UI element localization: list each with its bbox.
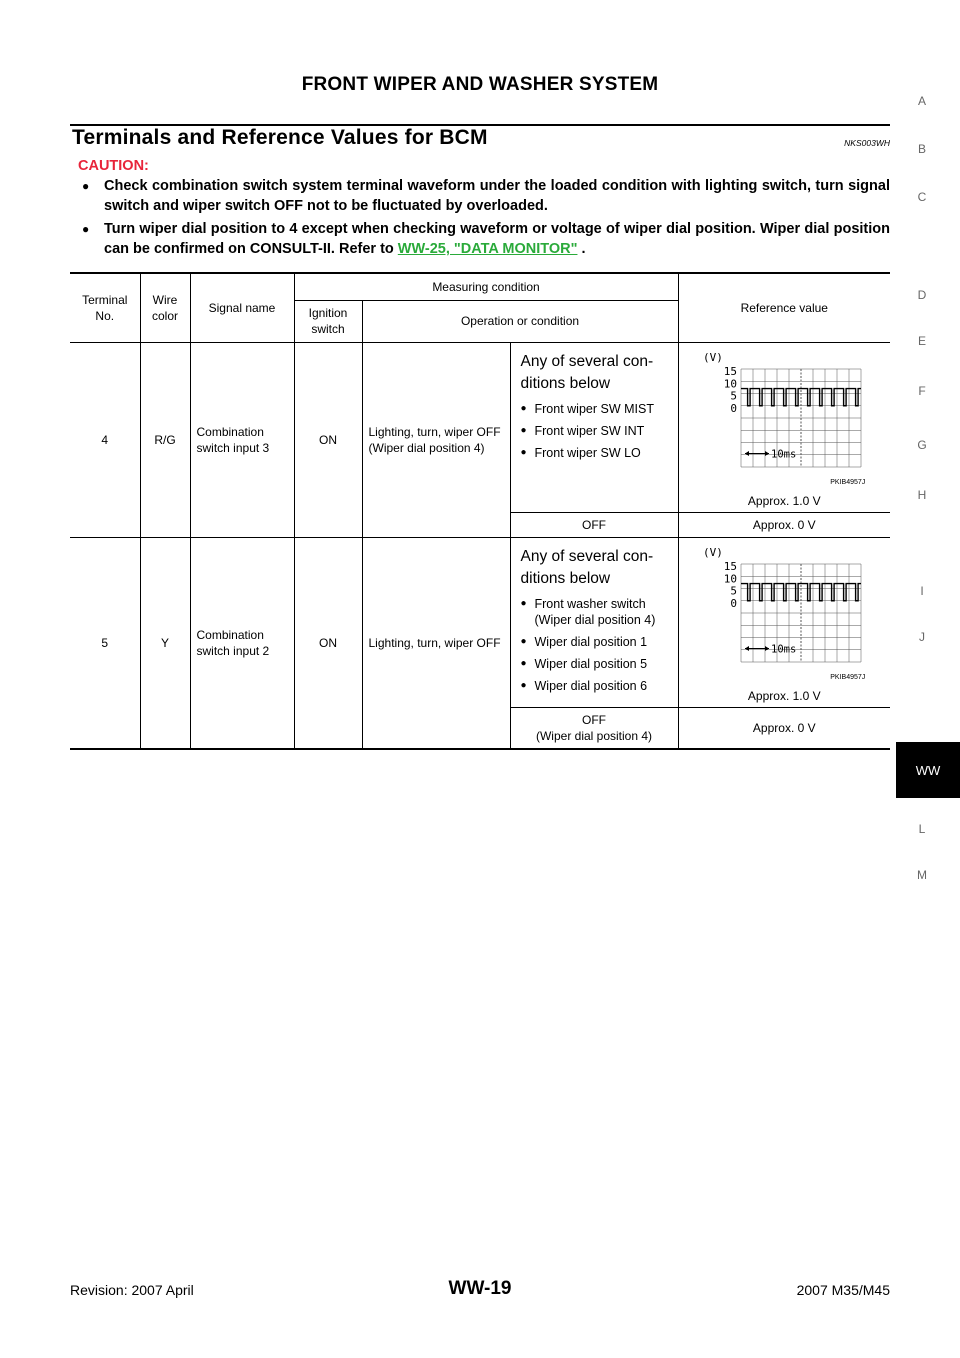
list-item: ● Front washer switch (Wiper dial position 4): [520, 596, 656, 627]
header-operation: Operation or condition: [362, 300, 678, 342]
cell-sub-condition: [510, 342, 678, 512]
data-monitor-link[interactable]: WW-25, "DATA MONITOR": [397, 241, 578, 257]
cell-signal: Combination switch input 3: [190, 342, 294, 537]
bullet-icon: ●: [82, 179, 90, 193]
bcm-terminal-table: [70, 272, 890, 750]
figure-code: PKIB4957J: [830, 673, 866, 681]
side-tab[interactable]: G: [917, 438, 927, 452]
figure-code: PKIB4957J: [830, 478, 866, 486]
bullet-icon: ●: [520, 446, 527, 458]
header-measuring-condition: Measuring condition: [294, 273, 678, 300]
bullet-icon: ●: [520, 597, 527, 609]
waveform-figure: [699, 542, 869, 685]
bullet-icon: ●: [82, 222, 90, 236]
y-tick-label: 5: [730, 389, 738, 402]
page-number: WW-19: [448, 1278, 512, 1299]
footer-revision: Revision: 2007 April: [70, 1282, 194, 1298]
header-terminal-no: Terminal No.: [70, 273, 140, 342]
caution-label: CAUTION:: [78, 158, 149, 174]
list-item: ● Wiper dial position 6: [520, 678, 648, 693]
bullet-icon: ●: [520, 635, 527, 647]
y-tick-label: 5: [730, 584, 738, 597]
list-item: ● Wiper dial position 5: [520, 656, 648, 671]
header-signal-name: Signal name: [190, 273, 294, 342]
cell-wire: Y: [140, 537, 190, 749]
side-tab[interactable]: L: [918, 822, 926, 836]
list-item: ● Front wiper SW INT: [520, 423, 645, 438]
reference-value: Approx. 0 V: [678, 512, 890, 537]
side-tab[interactable]: M: [917, 868, 927, 882]
cell-sub-condition: [510, 537, 678, 707]
waveform-graph: [699, 542, 869, 682]
header-ignition-switch: Ignition switch: [294, 300, 362, 342]
cell-signal: Combination switch input 2: [190, 537, 294, 749]
reference-value: Approx. 0 V: [678, 707, 890, 749]
bullet-icon: ●: [520, 402, 527, 414]
y-tick-label: 0: [730, 401, 738, 415]
arrow-head-icon: [765, 646, 769, 651]
side-tab[interactable]: F: [918, 384, 926, 398]
cell-reference-waveform: [678, 537, 890, 707]
y-tick-label: 15: [724, 559, 738, 573]
arrow-head-icon: [765, 451, 769, 456]
y-unit-label: (V): [703, 350, 724, 364]
list-item: ● Front wiper SW MIST: [520, 401, 654, 416]
cell-reference-waveform: [678, 342, 890, 512]
y-tick-label: 10: [724, 376, 738, 390]
side-tab[interactable]: H: [917, 488, 927, 502]
y-tick-label: 15: [724, 364, 738, 378]
arrow-head-icon: [745, 646, 749, 651]
header-reference-value: Reference value: [678, 273, 890, 342]
reference-value: Approx. 1.0 V: [747, 493, 821, 508]
bullet-icon: ●: [520, 424, 527, 436]
caution-item: [82, 219, 890, 259]
caution-link-suffix: .: [577, 241, 586, 257]
caution-list: [82, 176, 890, 262]
list-item: ● Front wiper SW LO: [520, 445, 641, 460]
side-tab-active[interactable]: WW: [896, 742, 960, 798]
sub-condition-title: Any of several con-ditions below: [520, 547, 654, 587]
cell-operation: Lighting, turn, wiper OFF: [362, 537, 510, 749]
cell-wire: R/G: [140, 342, 190, 537]
sub-condition-title: Any of several con-ditions below: [520, 352, 654, 392]
side-tab[interactable]: E: [917, 334, 926, 348]
side-tab[interactable]: B: [917, 142, 926, 156]
time-scale-label: 10ms: [771, 448, 797, 461]
list-item: ● Wiper dial position 1: [520, 634, 648, 649]
time-scale-label: 10ms: [771, 643, 797, 656]
header-wire-color: Wire color: [140, 273, 190, 342]
side-tab[interactable]: D: [917, 288, 927, 302]
side-tab[interactable]: J: [919, 630, 925, 644]
bullet-icon: ●: [520, 679, 527, 691]
cell-terminal: 4: [70, 342, 140, 537]
reference-value: Approx. 1.0 V: [747, 688, 821, 703]
sub-condition-list: [521, 596, 674, 694]
cell-sub-condition-off: OFF: [510, 512, 678, 537]
page-header-title: FRONT WIPER AND WASHER SYSTEM: [301, 74, 659, 95]
footer-model: 2007 M35/M45: [796, 1282, 890, 1298]
y-tick-label: 10: [724, 571, 738, 585]
cell-sub-condition-off: OFF (Wiper dial position 4): [510, 707, 678, 749]
bullet-icon: ●: [520, 657, 527, 669]
arrow-head-icon: [745, 451, 749, 456]
caution-item-text: Turn wiper dial position to 4 except when checking waveform or voltage of wiper dial position. Wiper dial position can be confirmed on CONSULT-II. Refer to: [104, 221, 890, 257]
side-tab[interactable]: I: [920, 584, 924, 598]
caution-item: [82, 176, 890, 216]
y-tick-label: 0: [730, 596, 738, 610]
y-unit-label: (V): [703, 545, 724, 559]
sub-condition-list: [521, 401, 674, 461]
cell-terminal: 5: [70, 537, 140, 749]
waveform-graph: [699, 347, 869, 487]
side-tab[interactable]: A: [917, 94, 926, 108]
section-title: Terminals and Reference Values for BCM: [72, 126, 488, 149]
waveform-figure: [699, 347, 869, 490]
cell-operation: Lighting, turn, wiper OFF (Wiper dial position 4): [362, 342, 510, 537]
cell-ignition: ON: [294, 537, 362, 749]
side-tab[interactable]: C: [917, 190, 927, 204]
section-code: NKS003WH: [844, 138, 890, 148]
caution-item-text: Check combination switch system terminal waveform under the loaded condition with lighting switch, turn signal switch and wiper switch OFF not to be fluctuated by overloaded.: [104, 178, 890, 214]
cell-ignition: ON: [294, 342, 362, 537]
